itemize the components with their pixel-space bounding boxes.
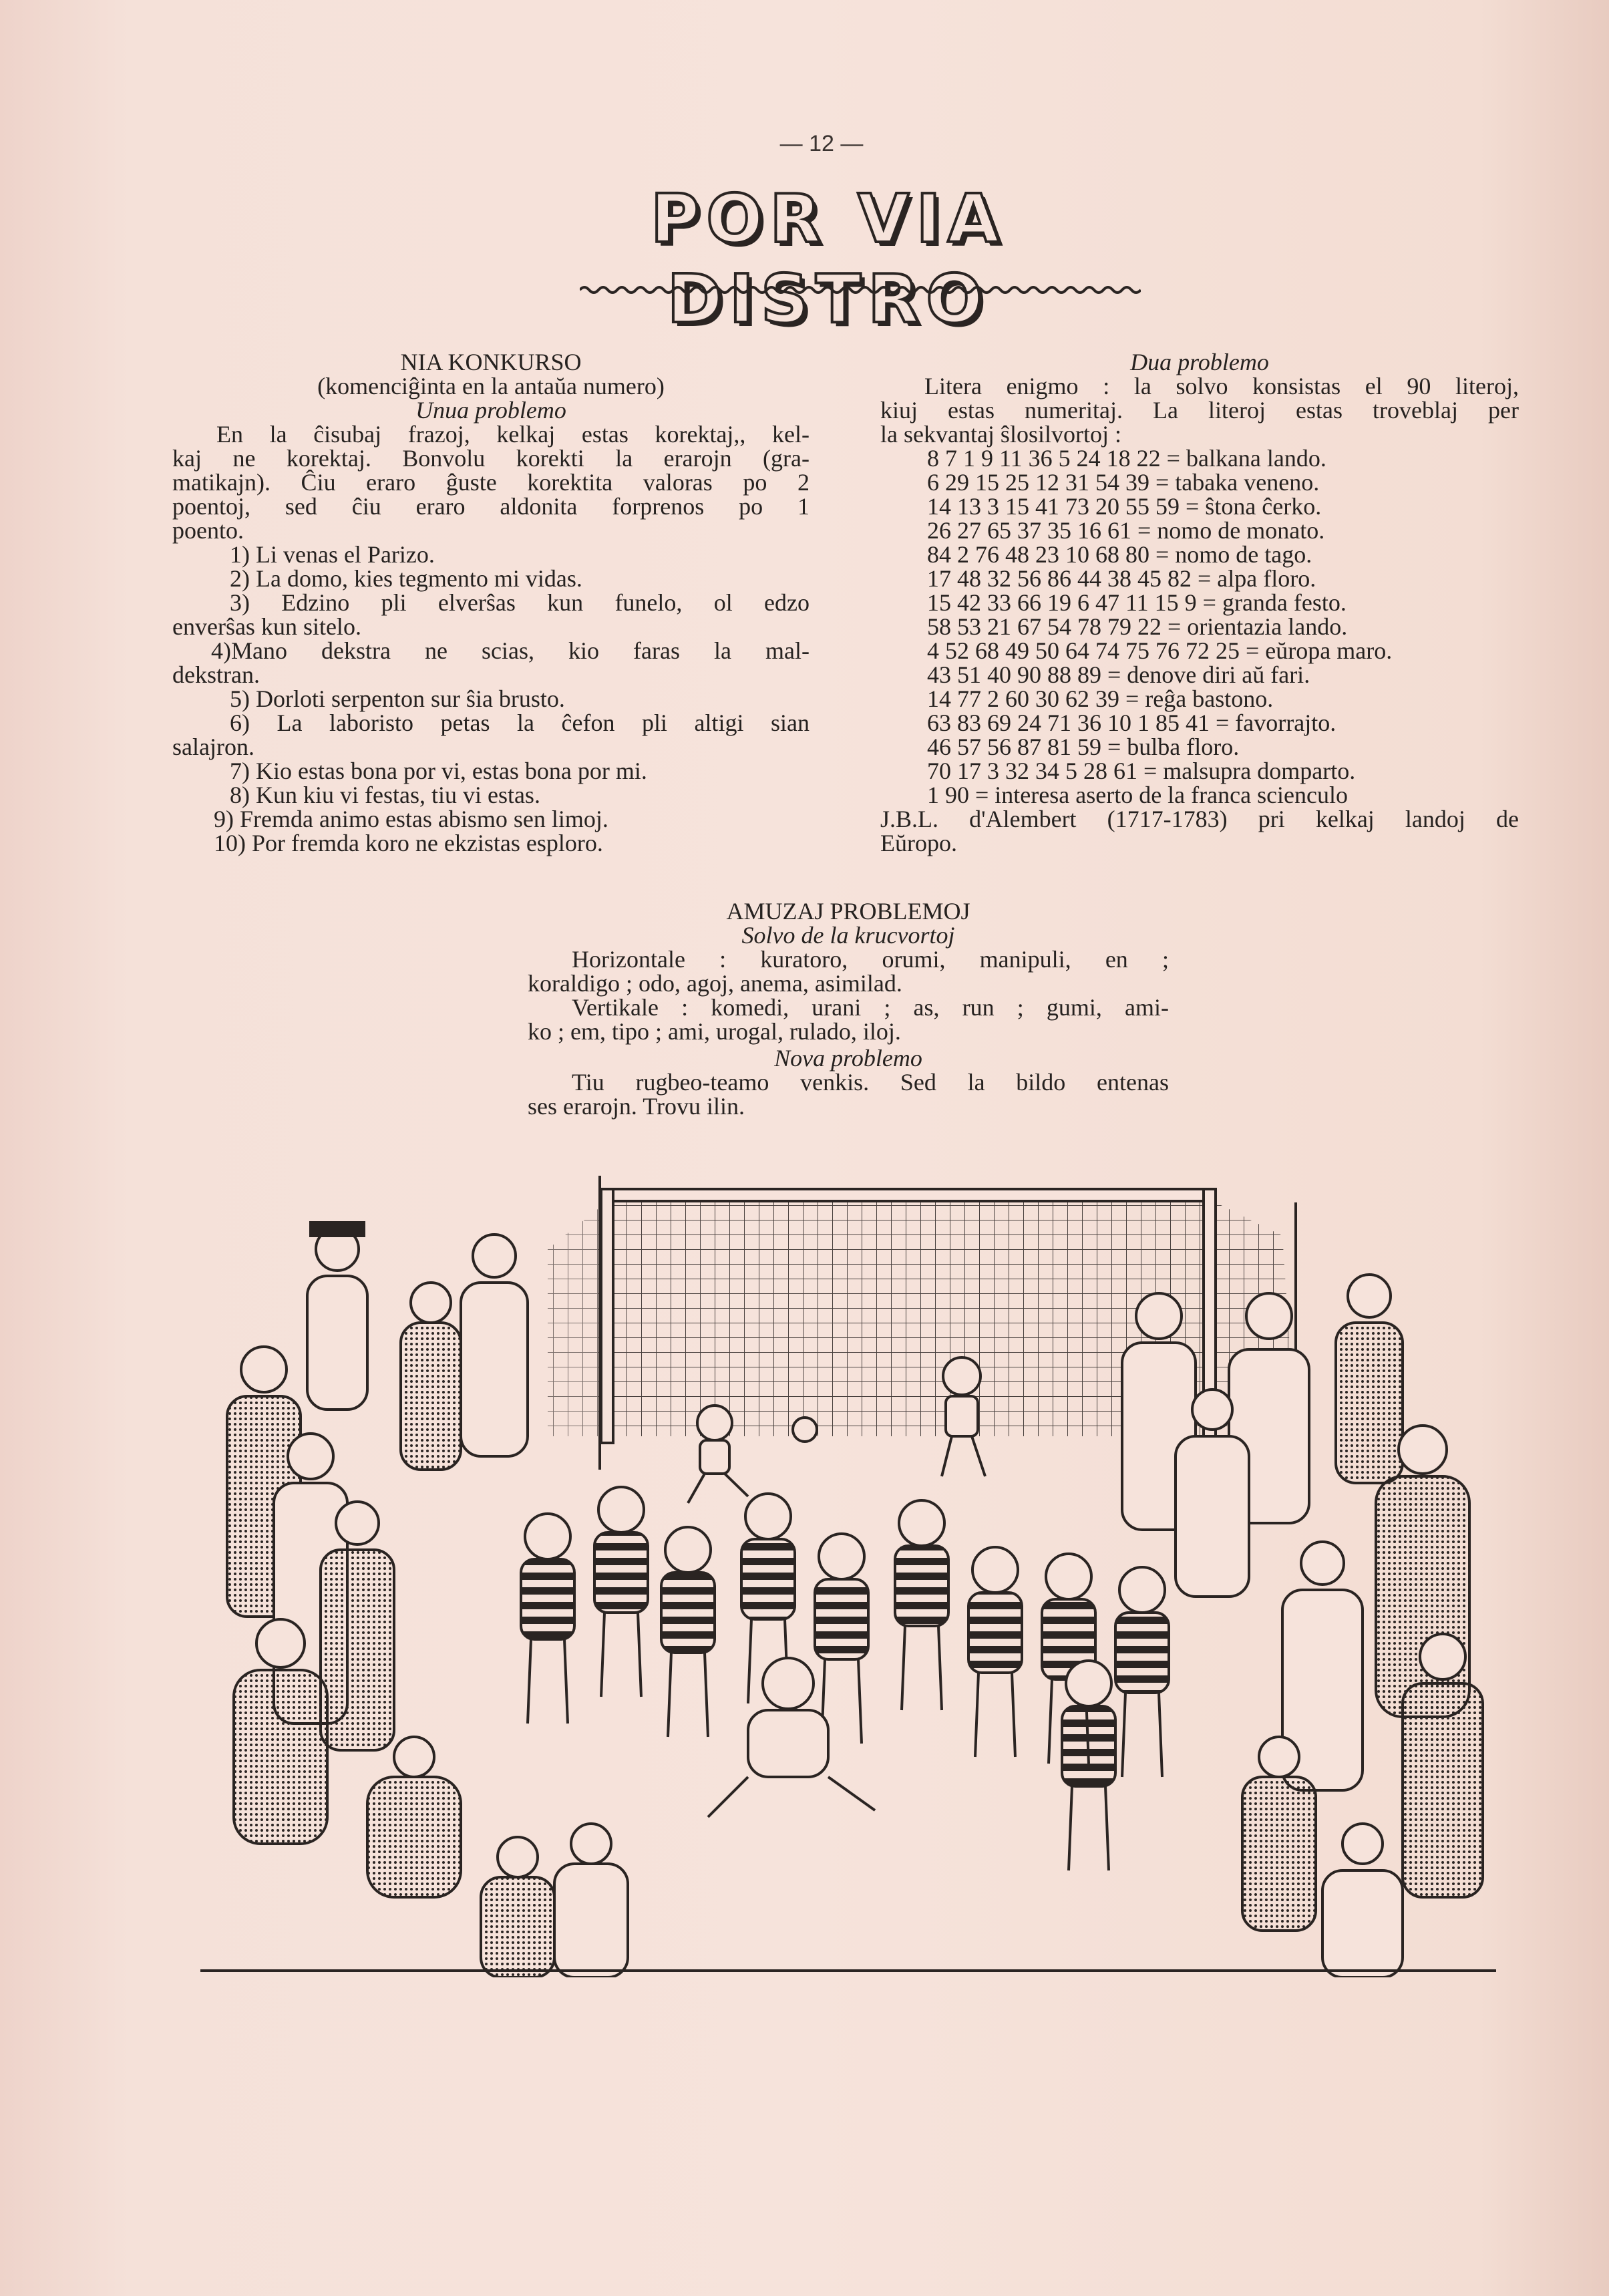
sentence-item-continued: dekstran.	[172, 661, 260, 688]
text-line: Tiu rugbeo-teamo venkis. Sed la bildo entenas	[572, 1069, 1169, 1096]
sentence-item-continued: enverŝas kun sitelo.	[172, 613, 361, 640]
goalkeeper-boy	[942, 1357, 985, 1476]
text-line: ko ; em, tipo ; ami, urogal, rulado, iloj.	[528, 1018, 901, 1045]
first-problem-intro	[172, 422, 810, 542]
sentence-list	[172, 542, 810, 855]
page-number: — 12 —	[779, 131, 864, 156]
rugby-team	[521, 1487, 1169, 1870]
clue-item: 58 53 21 67 54 78 79 22 = orientazia lando.	[927, 613, 1348, 640]
text-line: poento.	[172, 517, 244, 544]
sentence-item-continued: salajron.	[172, 733, 254, 760]
clue-item: 46 57 56 87 81 59 = bulba floro.	[927, 733, 1240, 760]
contest-heading: NIA KONKURSO	[400, 349, 582, 375]
sentence-item: 5) Dorloti serpenton sur ŝia brusto.	[230, 685, 565, 712]
clue-item: 4 52 68 49 50 64 74 75 76 72 25 = eŭropa maro.	[927, 637, 1393, 664]
new-problem-title: Nova problemo	[774, 1045, 922, 1072]
clue-item: 15 42 33 66 19 6 47 11 15 9 = granda festo.	[927, 589, 1347, 616]
clue-item: 26 27 65 37 35 16 61 = nomo de monato.	[927, 517, 1325, 544]
text-line: Litera enigmo : la solvo konsistas el 90 literoj,	[924, 373, 1519, 399]
clue-item: 6 29 15 25 12 31 54 39 = tabaka veneno.	[927, 469, 1320, 496]
text-line: ses erarojn. Trovu ilin.	[528, 1093, 745, 1120]
clue-item: 43 51 40 90 88 89 = denove diri aŭ fari.	[927, 661, 1310, 688]
text-line: kiuj estas numeritaj. La literoj estas troveblaj per	[880, 397, 1519, 424]
clue-list	[880, 446, 1519, 807]
center-section	[528, 899, 1169, 1118]
clue-item: 14 13 3 15 41 73 20 55 59 = ŝtona ĉerko.	[927, 493, 1322, 520]
sentence-item: 9) Fremda animo estas abismo sen limoj.	[214, 806, 608, 832]
sentence-item: 10) Por fremda koro ne ekzistas esploro.	[214, 830, 603, 856]
text-line: Vertikale : komedi, urani ; as, run ; gumi, ami-	[572, 994, 1169, 1021]
text-line: matikajn). Ĉiu eraro ĝuste korektita valoras po 2	[172, 469, 810, 496]
ball	[793, 1418, 817, 1442]
crossword-solution-title: Solvo de la krucvortoj	[741, 922, 955, 949]
left-column	[172, 350, 810, 855]
clue-item: 17 48 32 56 86 44 38 45 82 = alpa floro.	[927, 565, 1316, 592]
title-wavy-rule	[580, 283, 1141, 297]
sentence-item: 3) Edzino pli elverŝas kun funelo, ol edzo	[230, 589, 810, 616]
sentence-item: 6) La laboristo petas la ĉefon pli altigi sian	[230, 709, 810, 736]
text-line: Horizontale : kuratoro, orumi, manipuli, en ;	[572, 946, 1169, 973]
text-line: Eŭropo.	[880, 830, 957, 856]
text-line: J.B.L. d'Alembert (1717-1783) pri kelkaj landoj de	[880, 806, 1519, 832]
text-line: la sekvantaj ŝlosilvortoj :	[880, 421, 1121, 448]
page-title: POR VIA DISTRO	[650, 180, 1007, 338]
clue-item: 63 83 69 24 71 36 10 1 85 41 = favorrajto.	[927, 709, 1336, 736]
clue-item: 1 90 = interesa aserto de la franca scienculo	[927, 782, 1349, 808]
contest-subheading: (komenciĝinta en la antaŭa numero)	[317, 373, 665, 399]
text-line: poentoj, sed ĉiu eraro aldonita forprenos po 1	[172, 493, 810, 520]
text-line: En la ĉisubaj frazoj, kelkaj estas korektaj,, kel-	[216, 421, 810, 448]
text-line: koraldigo ; odo, agoj, anema, asimilad.	[528, 970, 902, 997]
sentence-item: 8) Kun kiu vi festas, tiu vi estas.	[230, 782, 540, 808]
first-problem-title: Unua problemo	[415, 397, 566, 424]
sentence-item: 7) Kio estas bona por vi, estas bona por mi.	[230, 758, 647, 784]
clue-item: 14 77 2 60 30 62 39 = reĝa bastono.	[927, 685, 1274, 712]
fun-problems-heading: AMUZAJ PROBLEMOJ	[726, 898, 970, 925]
text-line: kaj ne korektaj. Bonvolu korekti la erarojn (gra-	[172, 445, 810, 472]
right-column	[880, 350, 1519, 855]
clue-item: 70 17 3 32 34 5 28 61 = malsupra domparto.	[927, 758, 1356, 784]
sentence-item: 2) La domo, kies tegmento mi vidas.	[230, 565, 582, 592]
spectators-right	[1122, 1275, 1483, 1977]
clue-item: 84 2 76 48 23 10 68 80 = nomo de tago.	[927, 541, 1312, 568]
sentence-item: 4)Mano dekstra ne scias, kio faras la mal-	[211, 637, 810, 664]
clue-item: 8 7 1 9 11 36 5 24 18 22 = balkana lando.	[927, 445, 1326, 472]
second-problem-title: Dua problemo	[1130, 349, 1269, 375]
sentence-item: 1) Li venas el Parizo.	[230, 541, 435, 568]
rugby-team-cartoon	[200, 1176, 1496, 1977]
